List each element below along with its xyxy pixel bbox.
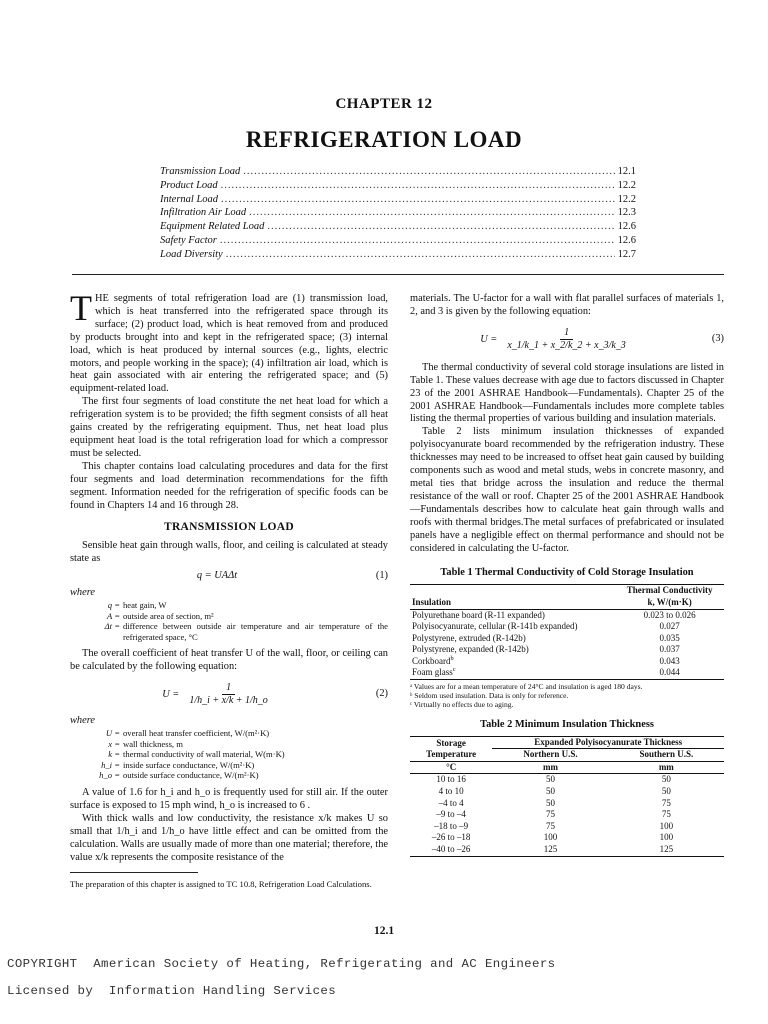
footnote-divider bbox=[70, 872, 198, 873]
table-of-contents bbox=[160, 166, 636, 263]
table-header: Expanded Polyisocyanurate Thickness bbox=[492, 736, 724, 749]
table-row: Corkboard$^b$ 0.043 bbox=[412, 654, 680, 666]
table-header: Northern U.S. bbox=[523, 749, 578, 760]
body-paragraph: materials. The U-factor for a wall with flat parallel surfaces of materials 1, 2, and 3 is given by the following equation: bbox=[410, 293, 724, 317]
definition-row: q = heat gain, W bbox=[107, 599, 167, 610]
table-row: –4 to 4 50 75 bbox=[438, 797, 671, 808]
table-row: Foam glass$^c$ 0.044 bbox=[410, 667, 724, 679]
definition-row: h_i = inside surface conductance, W/(m²·K) bbox=[101, 759, 255, 770]
equation-3: U = $\frac{1}{x\_1/k\_1 + x\_2/k\_2 + x\_3/k\_3}$ (3) bbox=[480, 326, 724, 351]
header-divider bbox=[72, 274, 724, 275]
license-line: Licensed by Information Handling Services bbox=[7, 984, 337, 998]
table-row: –40 to –26 125 125 bbox=[410, 844, 724, 856]
table-header: Southern U.S. bbox=[639, 749, 694, 760]
table-row: –18 to –9 75 100 bbox=[434, 820, 674, 831]
drop-cap: T bbox=[70, 288, 92, 328]
body-paragraph: A value of 1.6 for h_i and h_o is frequently used for still air. If the outer surface is exposed to 15 mph wind, h_o is increased to 6 . bbox=[70, 787, 388, 811]
definition-row: k = thermal conductivity of wall material, W(m·K) bbox=[108, 749, 285, 760]
chapter-label: CHAPTER 12 bbox=[335, 96, 433, 112]
copyright-line: COPYRIGHT American Society of Heating, Refrigerating and AC Engineers bbox=[7, 957, 556, 971]
left-column bbox=[70, 288, 388, 864]
page-number: 12.1 bbox=[373, 925, 395, 937]
table-2-caption: Table 2 Minimum Insulation Thickness bbox=[480, 718, 654, 730]
section-heading: TRANSMISSION LOAD bbox=[163, 521, 295, 534]
where-label: where bbox=[70, 587, 96, 599]
table-header: mm bbox=[543, 761, 558, 772]
definition-row: U = overall heat transfer coefficient, W/(m²·K) bbox=[105, 728, 270, 739]
table-2 bbox=[410, 736, 724, 857]
definition-row: x = wall thickness, m bbox=[108, 738, 183, 749]
toc-entry[interactable]: Equipment Related Load ..... 12.6 bbox=[160, 221, 636, 235]
body-paragraph: With thick walls and low conductivity, the resistance x/k makes U so small that 1/h_i and 1/h_o have little effect and can be omitted from the calculation. Walls are usually made of more than one material; therefore, the value x/k represents the composite resistance of the bbox=[70, 812, 388, 863]
toc-entry[interactable]: Product Load ..... 12.2 bbox=[160, 180, 636, 194]
toc-entry[interactable]: Internal Load ..... 12.2 bbox=[160, 194, 636, 208]
equation-number: (2) bbox=[375, 688, 388, 700]
footnote: The preparation of this chapter is assigned to TC 10.8, Refrigeration Load Calculations. bbox=[70, 879, 372, 889]
symbol-definitions bbox=[88, 728, 388, 781]
body-paragraph: Sensible heat gain through walls, floor, and ceiling is calculated at steady state as bbox=[70, 540, 388, 565]
table-row: Polyurethane board (R-11 expanded) 0.023 to 0.026 bbox=[412, 609, 696, 620]
table-header: °C bbox=[446, 761, 457, 772]
equation-number: (3) bbox=[711, 332, 724, 344]
body-paragraph: The thermal conductivity of several cold storage insulations are listed in Table 1. These values decrease with age due to factors discussed in Chapter 23 of the 2001 ASHRAE Handbook—Fundamentals). Chapter 25 of the 2001 ASHRAE Handbook—Fundamentals includes more complete tables listing the thermal properties of various building and insulation materials. bbox=[410, 361, 724, 425]
table-row: –26 to –18 100 100 bbox=[431, 832, 674, 843]
right-column bbox=[410, 293, 724, 857]
body-paragraph: Table 2 lists minimum insulation thicknesses of expanded polyisocyanurate board recommended by the refrigeration industry. These thicknesses may need to be increased to offset heat gain caused by building components such as wood and metal studs, webs in concrete masonry, and metal ties that bridge across the insulation and reduce the thermal resistance of the wall or roof. Chapter 25 of the 2001 ASHRAE Handbook—Fundamentals describes how to calculate heat gain through walls and roofs with thermal bridges.The metal surfaces of prefabricated or insulated panels have a negligible effect on thermal performance and should not be considered in calculating the U-factor. bbox=[410, 426, 724, 554]
equation-2: U = $\frac{1}{1/h\_i + x/k + 1/h\_o}$ (2) bbox=[162, 682, 388, 707]
table-row: 10 to 16 50 50 bbox=[436, 774, 671, 785]
body-paragraph: This chapter contains load calculating procedures and data for the first four segments and load determination recommendations for the fifth segment. Information needed for the refrigeration of specific foods can be found in Chapters 14 and 16 through 28. bbox=[70, 460, 388, 511]
table-header: mm bbox=[658, 761, 674, 772]
body-paragraph: The first four segments of load constitute the net heat load for which a refrigeration system is to be provided; the fifth segment consists of all heat gains created by the refrigerating equipment. Thus, net heat load plus equipment heat load is the total refrigeration load for which a compressor must be selected. bbox=[70, 396, 388, 459]
table-header: Thermal Conductivity k, W/(m·K) bbox=[626, 585, 713, 607]
table-1-caption: Table 1 Thermal Conductivity of Cold Storage Insulation bbox=[440, 567, 694, 579]
toc-entry[interactable]: Load Diversity ..... 12.7 bbox=[160, 249, 636, 263]
body-paragraph: The overall coefficient of heat transfer U of the wall, floor, or ceiling can be calculated by the following equation: bbox=[70, 648, 388, 673]
definition-row: A = outside area of section, m² bbox=[106, 610, 214, 621]
table-row: Polyisocyanurate, cellular (R-141b expanded) 0.027 bbox=[412, 621, 680, 632]
table-row: Polystyrene, expanded (R-142b) 0.037 bbox=[412, 644, 680, 655]
definition-row: h_o = outside surface conductance, W/(m²·K) bbox=[99, 770, 259, 781]
toc-entry[interactable]: Transmission Load ..... 12.1 bbox=[160, 166, 636, 180]
table-notes: ᵃ Values are for a mean temperature of 24°C and insulation is aged 180 days. ᵇ Seldom used insulation. Data is only for reference. ᶜ Virtually no effects due to aging. bbox=[410, 682, 643, 710]
symbol-definitions bbox=[88, 600, 388, 642]
intro-paragraph: THE segments of total refrigeration load are (1) transmission load, which is heat transferred into the refrigerated space through its surface; (2) product load, which is heat removed from and produced by products brought into and kept in the refrigerated space; (3) internal load, which is heat produced by internal sources (e.g., lights, electric motors, and people working in the space); (4) infiltration air load, which is heat gain associated with air entering the refrigerated space; and (5) equipment-related load. bbox=[70, 288, 388, 395]
equation-1: q = UAΔt (1) bbox=[196, 570, 388, 582]
toc-entry[interactable]: Safety Factor ..... 12.6 bbox=[160, 235, 636, 249]
definition-row: Δt = difference between outside air temperature and air temperature of the refrigerated space, °C bbox=[104, 621, 388, 642]
equation-number: (1) bbox=[375, 570, 388, 582]
table-row: –9 to –4 75 75 bbox=[436, 809, 671, 820]
table-header: Insulation bbox=[412, 596, 452, 607]
table-header: Storage Temperature bbox=[410, 736, 492, 761]
table-1 bbox=[410, 584, 724, 680]
toc-entry[interactable]: Infiltration Air Load ..... 12.3 bbox=[160, 207, 636, 221]
where-label: where bbox=[70, 715, 96, 727]
table-row: Polystyrene, extruded (R-142b) 0.035 bbox=[412, 632, 680, 643]
table-row: 4 to 10 50 50 bbox=[438, 785, 671, 796]
chapter-title: REFRIGERATION LOAD bbox=[245, 127, 523, 152]
